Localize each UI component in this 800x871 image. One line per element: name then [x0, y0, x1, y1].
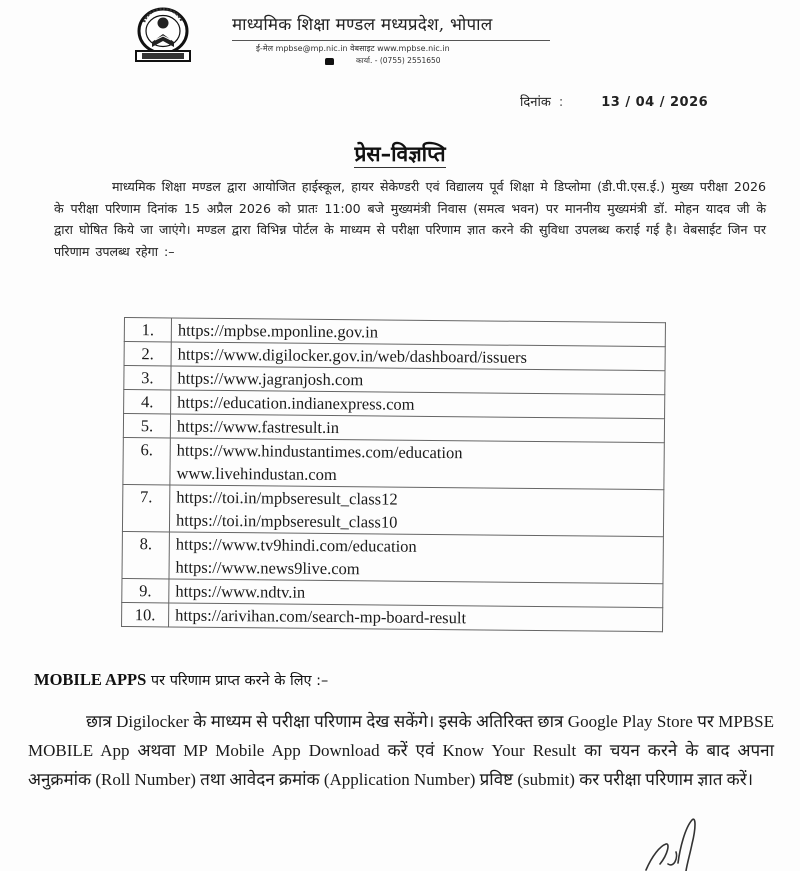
website-url-link[interactable]: https://arivihan.com/search-mp-board-result	[175, 605, 467, 628]
website-cell	[169, 532, 663, 584]
website-url-link[interactable]: https://toi.in/mpbseresult_class10	[175, 510, 398, 532]
row-number: 5.	[123, 414, 170, 438]
phone-number: कार्या. - (0755) 2551650	[356, 56, 441, 65]
date-row	[520, 92, 708, 110]
row-number: 10.	[122, 602, 169, 626]
website-row	[122, 531, 663, 583]
contact-email-website: ई-मेल mpbse@mp.nic.in वेबसाइट www.mpbse.nic.in	[256, 44, 450, 53]
website-url-link[interactable]: https://www.hindustantimes.com/education	[176, 440, 463, 463]
header-divider	[232, 40, 550, 41]
mobile-apps-heading-en: MOBILE APPS	[34, 670, 147, 689]
website-row	[122, 484, 663, 536]
date-colon: :	[558, 95, 564, 110]
website-cell	[169, 485, 663, 537]
date-label: दिनांक	[520, 95, 551, 110]
row-number: 4.	[124, 390, 171, 414]
mobile-apps-heading-hi: पर परिणाम प्राप्त करने के लिए :–	[146, 673, 329, 689]
telephone-icon	[325, 58, 334, 65]
contact-phone	[325, 56, 441, 66]
row-number: 7.	[122, 484, 169, 531]
website-url-link[interactable]: https://toi.in/mpbseresult_class12	[176, 487, 398, 509]
intro-paragraph: माध्यमिक शिक्षा मण्डल द्वारा आयोजित हाईस्कूल, हायर सेकेण्डरी एवं विद्यालय पूर्व शिक्षा मे डिप्लोमा (डी.पी.एस.ई.) मुख्य परीक्षा 2026 के परीक्षा परिणाम दिनांक 15 अप्रैल 2026 को प्रातः 11:00 बजे मुख्यमंत्री निवास (समत्व भवन) पर माननीय मुख्यमंत्री डॉ. मोहन यादव जी के द्वारा घोषित किये जा जाएंगे। मण्डल द्वारा विभिन्न पोर्टल के माध्यम से परीक्षा परिणाम ज्ञात करने की सुविधा उपलब्ध कराई गई है। वेबसाईट जिन पर परिणाम उपलब्ध रहेगा :–	[54, 179, 766, 259]
website-row	[122, 602, 663, 631]
website-cell	[170, 438, 664, 490]
website-url-link[interactable]: https://www.ndtv.in	[175, 581, 306, 602]
press-release-title	[0, 140, 800, 168]
row-number: 6.	[123, 437, 170, 484]
website-url-link[interactable]: https://education.indianexpress.com	[177, 392, 415, 414]
row-number: 3.	[124, 366, 171, 390]
website-row	[123, 437, 664, 489]
website-url-link[interactable]: https://www.news9live.com	[175, 557, 360, 579]
date-value: 13 / 04 / 2026	[601, 95, 709, 110]
result-websites-table	[121, 317, 666, 632]
board-seal-logo	[128, 6, 198, 64]
website-url-link[interactable]: https://www.digilocker.gov.in/web/dashboard/issuers	[177, 344, 528, 367]
website-url-link[interactable]: https://mpbse.mponline.gov.in	[177, 320, 379, 342]
row-number: 1.	[124, 318, 171, 342]
website-url-link[interactable]: https://www.tv9hindi.com/education	[175, 534, 417, 556]
website-url-link[interactable]: https://www.jagranjosh.com	[177, 368, 364, 390]
website-url-link[interactable]: https://www.fastresult.in	[176, 416, 340, 438]
row-number: 9.	[122, 578, 169, 602]
row-number: 8.	[122, 531, 169, 578]
mobile-apps-paragraph: छात्र Digilocker के माध्यम से परीक्षा परिणाम देख सकेंगे। इसके अतिरिक्त छात्र Google Play Store पर MPBSE MOBILE App अथवा MP Mobile App Download करें एवं Know Your Result का चयन करने के बाद अपना अनुक्रमांक (Roll Number) तथा आवेदन क्रमांक (Application Number) प्रविष्ट (submit) कर परीक्षा परिणाम ज्ञात करें।	[28, 712, 774, 789]
press-release-title-text: प्रेस–विज्ञप्ति	[354, 142, 446, 166]
row-number: 2.	[124, 342, 171, 366]
website-url-link[interactable]: www.livehindustan.com	[176, 463, 337, 485]
organization-name: माध्यमिक शिक्षा मण्डल मध्यप्रदेश, भोपाल	[232, 15, 493, 35]
website-cell	[169, 603, 663, 632]
signature	[640, 808, 720, 871]
mobile-apps-heading	[34, 670, 328, 690]
